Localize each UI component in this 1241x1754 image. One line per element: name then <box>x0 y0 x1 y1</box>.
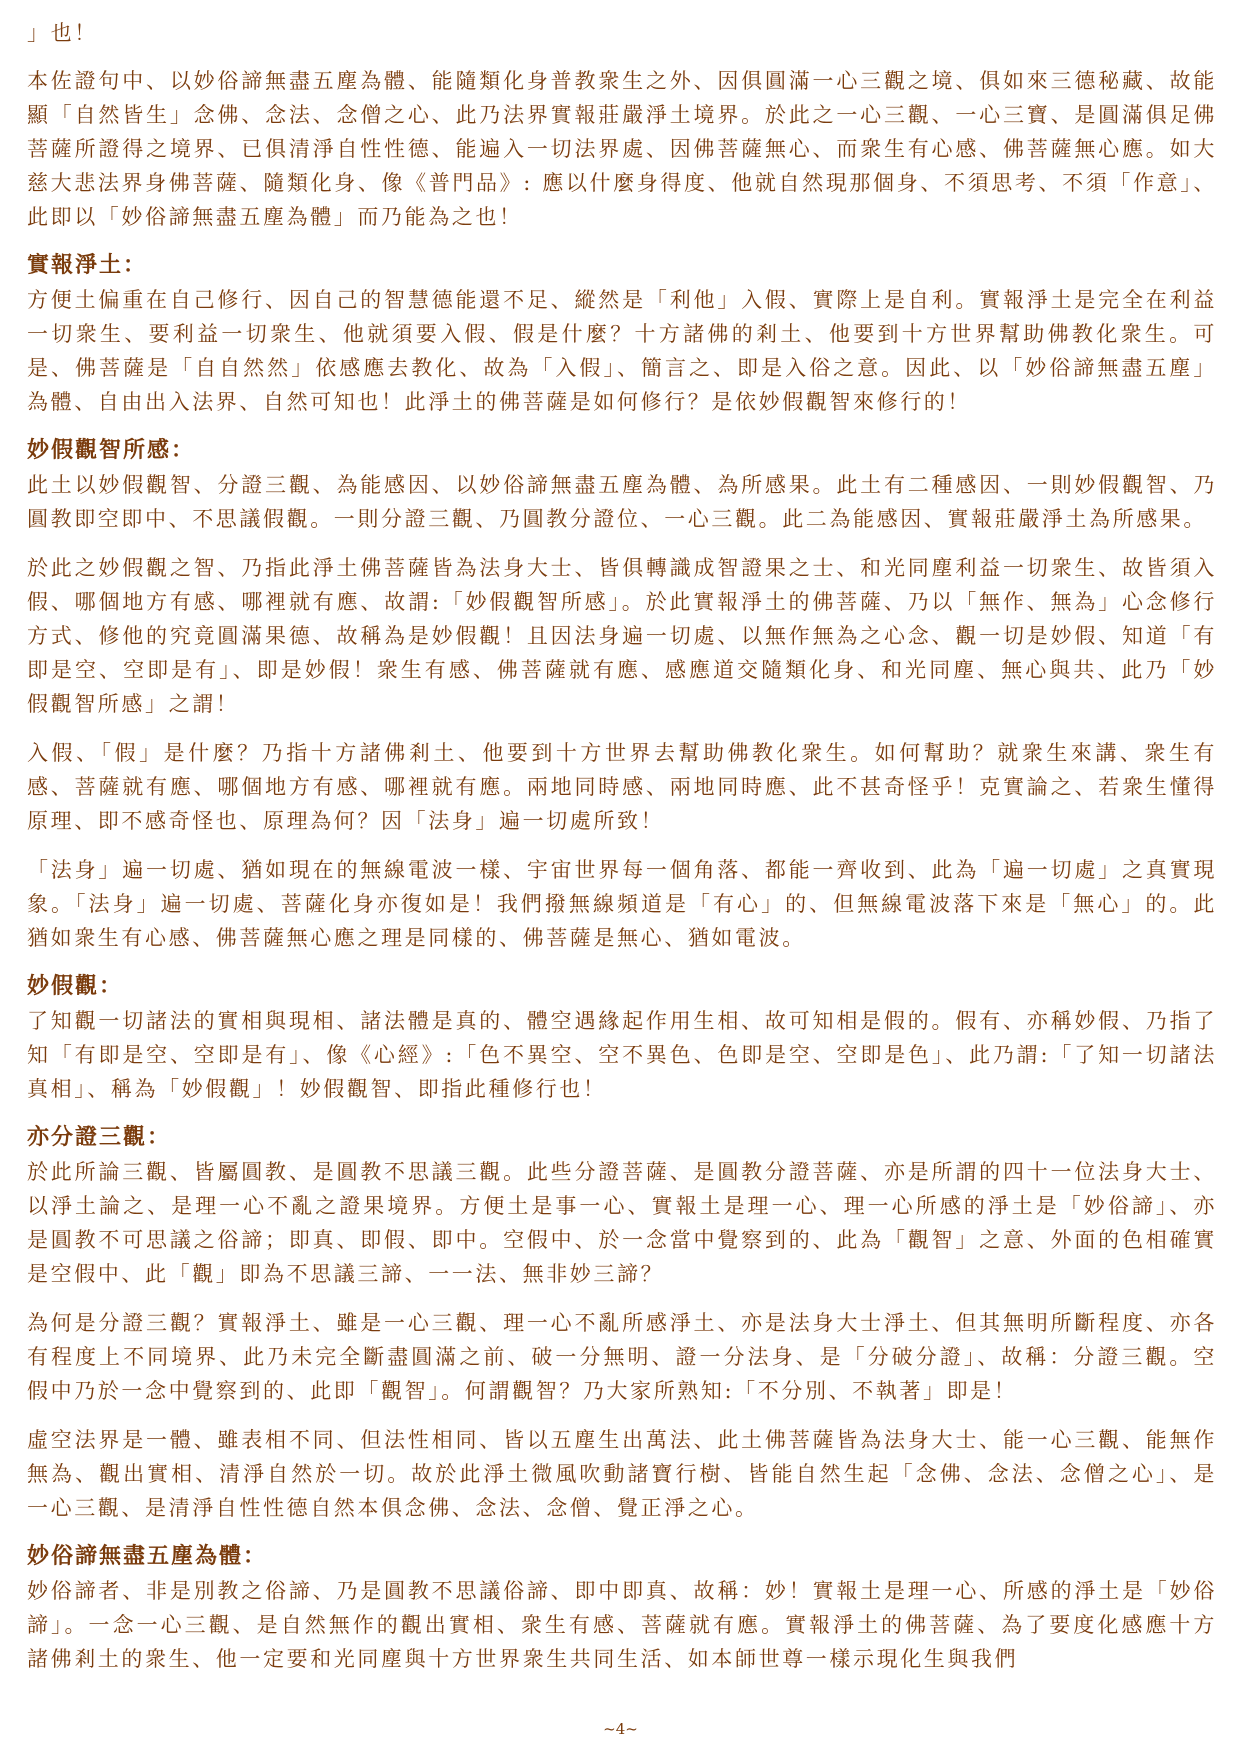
heading-shibao-jingtu: 實報淨土： <box>27 253 148 278</box>
opening-line: 」也！ <box>27 21 98 45</box>
paragraph-miaojia-guanzhi-1: 此土以妙假觀智、分證三觀、為能感因、以妙俗諦無盡五塵為體、為所感果。此土有二種感因、一則妙假觀智、乃圓教即空即中、不思議假觀。一則分證三觀、乃圓教分證位、一心三觀。此二為能感因、實報莊嚴淨土為所感果。 <box>27 473 1217 531</box>
paragraph-miaosudi: 妙俗諦者、非是別教之俗諦、乃是圓教不思議俗諦、即中即真、故稱：妙！實報土是理一心、所感的淨土是「妙俗諦」。一念一心三觀、是自然無作的觀出實相、衆生有感、菩薩就有應。實報淨土的佛菩薩、為了要度化感應十方諸佛剎土的衆生、他一定要和光同塵與十方世界衆生共同生活、如本師世尊一樣示現化生與我們 <box>27 1579 1217 1671</box>
paragraph-fenzheng-1: 於此所論三觀、皆屬圓教、是圓教不思議三觀。此些分證菩薩、是圓教分證菩薩、亦是所謂的四十一位法身大士、以淨土論之、是理一心不亂之證果境界。方便土是事一心、實報土是理一心、理一心所感的淨土是「妙俗諦」、亦是圓教不可思議之俗諦；即真、即假、即中。空假中、於一念當中覺察到的、此為「觀智」之意、外面的色相確實是空假中、此「觀」即為不思議三諦、一一法、無非妙三諦？ <box>27 1160 1217 1286</box>
paragraph-fenzheng-3: 虛空法界是一體、雖表相不同、但法性相同、皆以五塵生出萬法、此土佛菩薩皆為法身大士、能一心三觀、能無作無為、觀出實相、清淨自然於一切。故於此淨土微風吹動諸寶行樹、皆能自然生起「念佛、念法、念僧之心」、是一心三觀、是清淨自性性德自然本俱念佛、念法、念僧、覺正淨之心。 <box>27 1428 1217 1520</box>
heading-fenzheng-sanguan: 亦分證三觀： <box>27 1125 172 1150</box>
paragraph-miaojia-guanzhi-3: 入假、「假」是什麼？乃指十方諸佛剎土、他要到十方世界去幫助佛教化衆生。如何幫助？就衆生來講、衆生有感、菩薩就有應、哪個地方有感、哪裡就有應。兩地同時感、兩地同時應、此不甚奇怪乎！克實論之、若衆生懂得原理、即不感奇怪也、原理為何？因「法身」遍一切處所致！ <box>27 741 1217 833</box>
paragraph-fenzheng-2: 為何是分證三觀？實報淨土、雖是一心三觀、理一心不亂所感淨土、亦是法身大士淨土、但其無明所斷程度、亦各有程度上不同境界、此乃未完全斷盡圓滿之前、破一分無明、證一分法身、是「分破分證」、故稱：分證三觀。空假中乃於一念中覺察到的、此即「觀智」。何謂觀智？乃大家所熟知:「不分別、不執著」即是！ <box>27 1311 1217 1403</box>
paragraph-miaojia-guanzhi-4: 「法身」遍一切處、猶如現在的無線電波一樣、宇宙世界每一個角落、都能一齊收到、此為「遍一切處」之真實現象。「法身」遍一切處、菩薩化身亦復如是！我們撥無線頻道是「有心」的、但無線電波落下來是「無心」的。此猶如衆生有心感、佛菩薩無心應之理是同樣的、佛菩薩是無心、猶如電波。 <box>27 858 1217 950</box>
paragraph-shibao: 方便土偏重在自己修行、因自己的智慧德能還不足、縱然是「利他」入假、實際上是自利。實報淨土是完全在利益一切衆生、要利益一切衆生、他就須要入假、假是什麼？十方諸佛的剎土、他要到十方世界幫助佛教化衆生。可是、佛菩薩是「自自然然」依感應去教化、故為「入假」、簡言之、即是入俗之意。因此、以「妙俗諦無盡五塵」為體、自由出入法界、自然可知也！此淨土的佛菩薩是如何修行？是依妙假觀智來修行的！ <box>27 288 1217 414</box>
heading-miaojia-guanzhi: 妙假觀智所感： <box>27 438 196 463</box>
heading-miaojia-guan: 妙假觀： <box>27 974 124 999</box>
page-number: ~4~ <box>603 1720 638 1738</box>
paragraph-intro: 本佐證句中、以妙俗諦無盡五塵為體、能隨類化身普教衆生之外、因俱圓滿一心三觀之境、俱如來三德秘藏、故能顯「自然皆生」念佛、念法、念僧之心、此乃法界實報莊嚴淨土境界。於此之一心三觀、一心三寶、是圓滿俱足佛菩薩所證得之境界、已俱清淨自性性德、能遍入一切法界處、因佛菩薩無心、而衆生有心感、佛菩薩無心應。如大慈大悲法界身佛菩薩、隨類化身、像《普門品》: 應以什麼身得度、他就自然現那個身、不須思考、不須「作意」、此即以「妙俗諦無盡五塵為體」而乃能為之也！ <box>27 69 1217 229</box>
page-content <box>27 16 1217 1691</box>
paragraph-miaojia-guanzhi-2: 於此之妙假觀之智、乃指此淨土佛菩薩皆為法身大士、皆俱轉識成智證果之士、和光同塵利益一切衆生、故皆須入假、哪個地方有感、哪裡就有應、故謂:「妙假觀智所感」。於此實報淨土的佛菩薩、乃以「無作、無為」心念修行方式、修他的究竟圓滿果德、故稱為是妙假觀！且因法身遍一切處、以無作無為之心念、觀一切是妙假、知道「有即是空、空即是有」、即是妙假！衆生有感、佛菩薩就有應、感應道交隨類化身、和光同塵、無心與共、此乃「妙假觀智所感」之謂！ <box>27 556 1217 716</box>
paragraph-miaojia-guan: 了知觀一切諸法的實相與現相、諸法體是真的、體空遇緣起作用生相、故可知相是假的。假有、亦稱妙假、乃指了知「有即是空、空即是有」、像《心經》:「色不異空、空不異色、色即是空、空即是色」、此乃謂:「了知一切諸法真相」、稱為「妙假觀」！妙假觀智、即指此種修行也！ <box>27 1009 1217 1101</box>
heading-miaosudi: 妙俗諦無盡五塵為體： <box>27 1544 268 1569</box>
